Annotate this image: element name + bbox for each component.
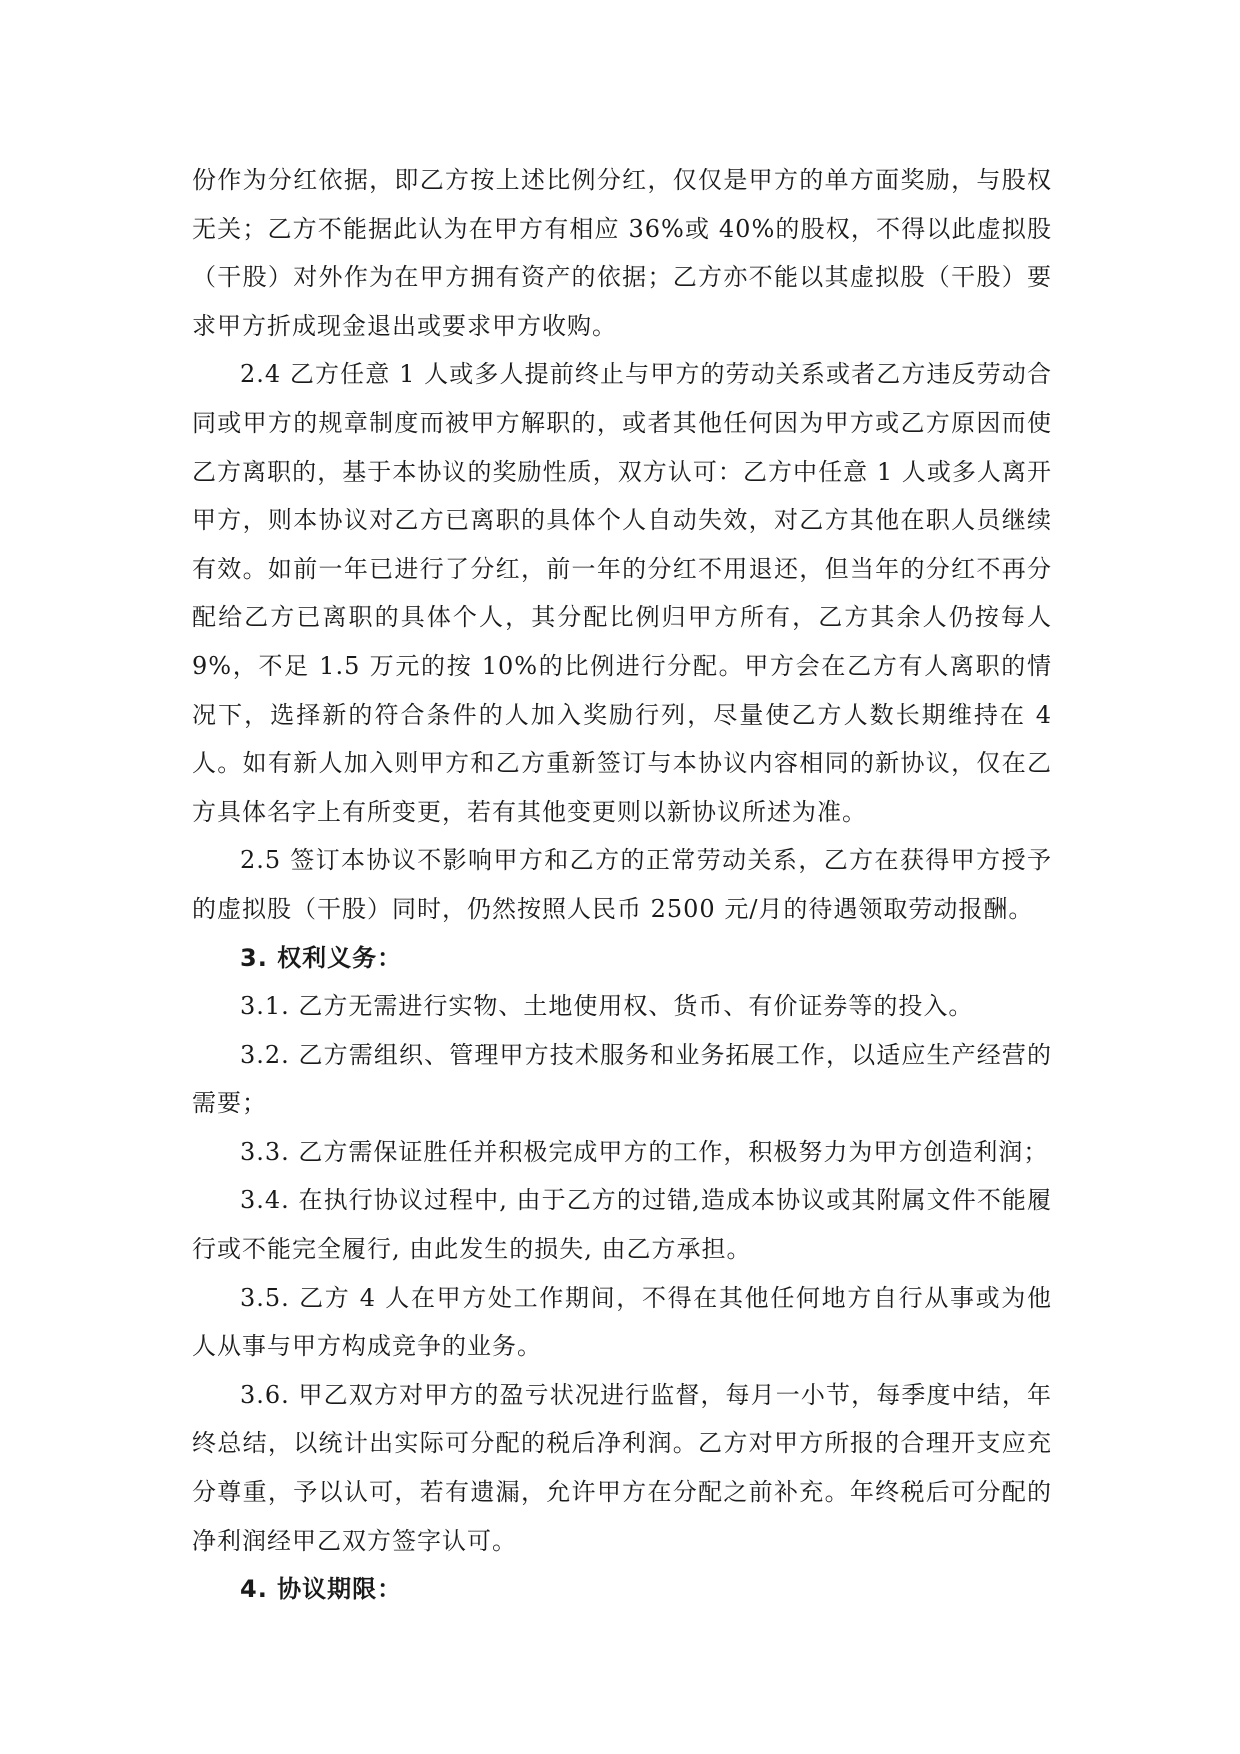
paragraph-3-6: 3.6. 甲乙双方对甲方的盈亏状况进行监督，每月一小节，每季度中结，年终总结，以统计出实际可分配的税后净利润。乙方对甲方所报的合理开支应充分尊重，予以认可，若有遗漏，允许甲方在分配之前补充。年终税后可分配的净利润经甲乙双方签字认可。 — [192, 1380, 1052, 1555]
paragraph-2-5: 2.5 签订本协议不影响甲方和乙方的正常劳动关系，乙方在获得甲方授予的虚拟股（干股）同时，仍然按照人民币 2500 元/月的待遇领取劳动报酬。 — [192, 846, 1052, 923]
paragraph-3-1: 3.1. 乙方无需进行实物、土地使用权、货币、有价证券等的投入。 — [240, 992, 974, 1021]
paragraph-3-5: 3.5. 乙方 4 人在甲方处工作期间，不得在其他任何地方自行从事或为他人从事与甲方构成竞争的业务。 — [192, 1283, 1052, 1361]
section-heading-3: 3. 权利义务： — [240, 943, 403, 972]
paragraph-2-4: 2.4 乙方任意 1 人或多人提前终止与甲方的劳动关系或者乙方违反劳动合同或甲方的规章制度而被甲方解职的，或者其他任何因为甲方或乙方原因而使乙方离职的，基于本协议的奖励性质，双方认可：乙方中任意 1 人或多人离开甲方，则本协议对乙方已离职的具体个人自动失效，对乙方其他在职人员继续有效。如前一年已进行了分红，前一年的分红不用退还，但当年的分红不再分配给乙方已离职的具体个人，其分配比例归甲方所有，乙方其余人仍按每人 9%，不足 1.5 万元的按 10%的比例进行分配。甲方会在乙方有人离职的情况下，选择新的符合条件的人加入奖励行列，尽量使乙方人数长期维持在 4 人。如有新人加入则甲方和乙方重新签订与本协议内容相同的新协议，仅在乙方具体名字上有所变更，若有其他变更则以新协议所述为准。 — [192, 360, 1052, 826]
paragraph-3-4: 3.4. 在执行协议过程中, 由于乙方的过错,造成本协议或其附属文件不能履行或不能完全履行, 由此发生的损失, 由乙方承担。 — [192, 1186, 1052, 1264]
paragraph-dividend-basis: 份作为分红依据，即乙方按上述比例分红，仅仅是甲方的单方面奖励，与股权无关；乙方不能据此认为在甲方有相应 36%或 40%的股权，不得以此虚拟股（干股）对外作为在甲方拥有资产的依据；乙方亦不能以其虚拟股（干股）要求甲方折成现金退出或要求甲方收购。 — [192, 166, 1052, 340]
section-heading-4: 4. 协议期限： — [240, 1575, 403, 1604]
document-body — [192, 156, 1052, 1614]
paragraph-3-2: 3.2. 乙方需组织、管理甲方技术服务和业务拓展工作，以适应生产经营的需要； — [192, 1040, 1052, 1118]
paragraph-3-3: 3.3. 乙方需保证胜任并积极完成甲方的工作，积极努力为甲方创造利润； — [240, 1137, 1049, 1166]
